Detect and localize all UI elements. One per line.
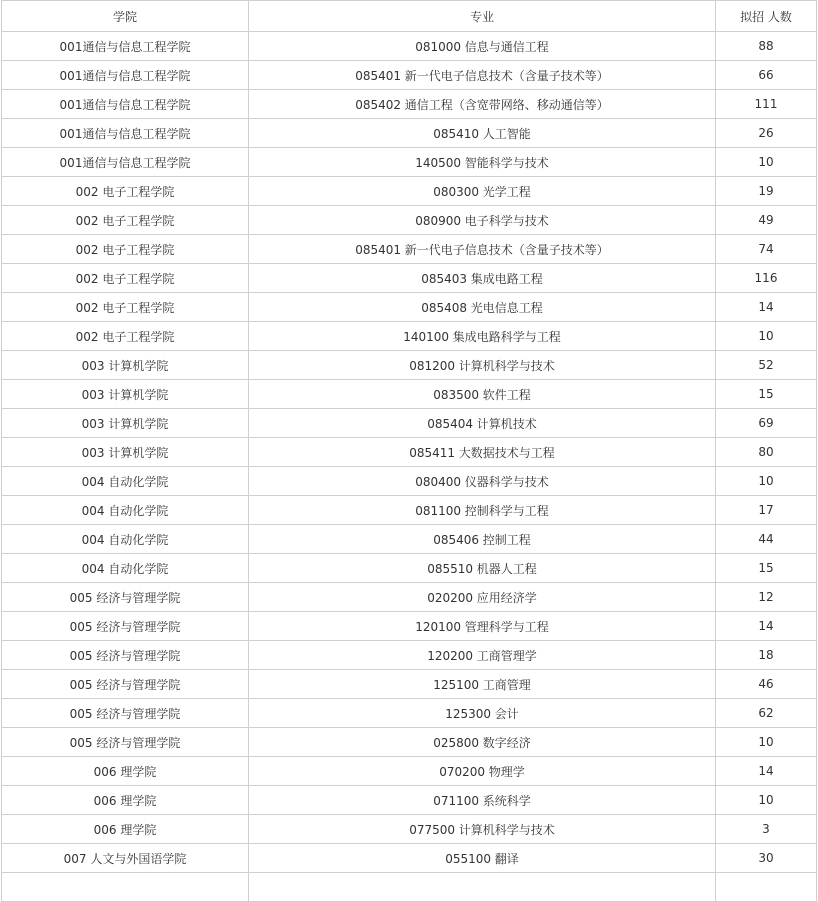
major-cell: 080300 光学工程 (249, 177, 716, 206)
college-cell: 007 人文与外国语学院 (2, 844, 249, 873)
major-cell: 085401 新一代电子信息技术（含量子技术等） (249, 235, 716, 264)
planned-enrollment-cell: 10 (716, 728, 817, 757)
college-cell: 005 经济与管理学院 (2, 612, 249, 641)
college-cell: 003 计算机学院 (2, 438, 249, 467)
table-row (2, 641, 817, 670)
table-row (2, 32, 817, 61)
major-cell: 085402 通信工程（含宽带网络、移动通信等） (249, 90, 716, 119)
major-cell: 085401 新一代电子信息技术（含量子技术等） (249, 61, 716, 90)
table-row (2, 844, 817, 873)
major-cell: 020200 应用经济学 (249, 583, 716, 612)
major-cell: 025800 数字经济 (249, 728, 716, 757)
major-cell: 077500 计算机科学与技术 (249, 815, 716, 844)
table-row (2, 815, 817, 844)
college-cell: 004 自动化学院 (2, 467, 249, 496)
planned-enrollment-cell: 62 (716, 699, 817, 728)
planned-enrollment-cell: 10 (716, 786, 817, 815)
planned-enrollment-cell: 26 (716, 119, 817, 148)
major-cell: 085411 大数据技术与工程 (249, 438, 716, 467)
major-cell: 081100 控制科学与工程 (249, 496, 716, 525)
college-cell: 004 自动化学院 (2, 554, 249, 583)
table-row (2, 409, 817, 438)
college-cell: 001通信与信息工程学院 (2, 148, 249, 177)
planned-enrollment-cell: 52 (716, 351, 817, 380)
planned-enrollment-cell: 3 (716, 815, 817, 844)
table-header-row (2, 1, 817, 32)
college-cell: 002 电子工程学院 (2, 322, 249, 351)
header-planned-enrollment: 拟招 人数 (716, 1, 817, 32)
planned-enrollment-cell: 17 (716, 496, 817, 525)
planned-enrollment-cell: 74 (716, 235, 817, 264)
major-cell: 071100 系统科学 (249, 786, 716, 815)
table-row (2, 438, 817, 467)
college-cell: 002 电子工程学院 (2, 235, 249, 264)
college-cell: 003 计算机学院 (2, 380, 249, 409)
college-cell: 002 电子工程学院 (2, 177, 249, 206)
college-cell: 005 经济与管理学院 (2, 583, 249, 612)
major-cell: 120200 工商管理学 (249, 641, 716, 670)
college-cell: 004 自动化学院 (2, 525, 249, 554)
major-cell: 125100 工商管理 (249, 670, 716, 699)
planned-enrollment-cell: 66 (716, 61, 817, 90)
table-row (2, 90, 817, 119)
table-row (2, 177, 817, 206)
enrollment-table (1, 0, 817, 902)
college-cell: 005 经济与管理学院 (2, 641, 249, 670)
planned-enrollment-cell: 19 (716, 177, 817, 206)
college-cell: 006 理学院 (2, 757, 249, 786)
table-row (2, 351, 817, 380)
table-body (2, 32, 817, 902)
planned-enrollment-cell: 10 (716, 322, 817, 351)
table-row (2, 554, 817, 583)
planned-enrollment-cell: 69 (716, 409, 817, 438)
college-cell: 002 电子工程学院 (2, 206, 249, 235)
major-cell: 085403 集成电路工程 (249, 264, 716, 293)
header-major: 专业 (249, 1, 716, 32)
planned-enrollment-cell: 18 (716, 641, 817, 670)
planned-enrollment-cell: 15 (716, 380, 817, 409)
planned-enrollment-cell: 14 (716, 293, 817, 322)
table-row (2, 322, 817, 351)
planned-enrollment-cell: 10 (716, 467, 817, 496)
table-row (2, 148, 817, 177)
table-row (2, 612, 817, 641)
college-cell: 004 自动化学院 (2, 496, 249, 525)
major-cell: 085408 光电信息工程 (249, 293, 716, 322)
table-row (2, 206, 817, 235)
major-cell: 120100 管理科学与工程 (249, 612, 716, 641)
major-cell: 080400 仪器科学与技术 (249, 467, 716, 496)
college-cell: 005 经济与管理学院 (2, 728, 249, 757)
table-row (2, 235, 817, 264)
planned-enrollment-cell: 30 (716, 844, 817, 873)
college-cell: 001通信与信息工程学院 (2, 90, 249, 119)
header-college: 学院 (2, 1, 249, 32)
major-cell (249, 873, 716, 902)
planned-enrollment-cell: 111 (716, 90, 817, 119)
table-row (2, 699, 817, 728)
planned-enrollment-cell: 44 (716, 525, 817, 554)
planned-enrollment-cell: 46 (716, 670, 817, 699)
college-cell: 002 电子工程学院 (2, 293, 249, 322)
table-row (2, 670, 817, 699)
planned-enrollment-cell: 12 (716, 583, 817, 612)
major-cell: 140100 集成电路科学与工程 (249, 322, 716, 351)
college-cell: 001通信与信息工程学院 (2, 61, 249, 90)
planned-enrollment-cell: 14 (716, 612, 817, 641)
planned-enrollment-cell: 88 (716, 32, 817, 61)
college-cell: 001通信与信息工程学院 (2, 32, 249, 61)
major-cell: 140500 智能科学与技术 (249, 148, 716, 177)
planned-enrollment-cell: 10 (716, 148, 817, 177)
table-row (2, 119, 817, 148)
college-cell: 003 计算机学院 (2, 409, 249, 438)
major-cell: 085406 控制工程 (249, 525, 716, 554)
college-cell: 002 电子工程学院 (2, 264, 249, 293)
table-row (2, 380, 817, 409)
college-cell: 005 经济与管理学院 (2, 699, 249, 728)
table-row (2, 583, 817, 612)
table-row (2, 61, 817, 90)
table-row (2, 873, 817, 902)
college-cell: 003 计算机学院 (2, 351, 249, 380)
table-row (2, 757, 817, 786)
planned-enrollment-cell: 116 (716, 264, 817, 293)
college-cell: 006 理学院 (2, 815, 249, 844)
planned-enrollment-cell: 80 (716, 438, 817, 467)
planned-enrollment-cell (716, 873, 817, 902)
major-cell: 125300 会计 (249, 699, 716, 728)
table-row (2, 293, 817, 322)
major-cell: 083500 软件工程 (249, 380, 716, 409)
table-row (2, 525, 817, 554)
major-cell: 081000 信息与通信工程 (249, 32, 716, 61)
planned-enrollment-cell: 15 (716, 554, 817, 583)
planned-enrollment-cell: 49 (716, 206, 817, 235)
major-cell: 055100 翻译 (249, 844, 716, 873)
table-row (2, 728, 817, 757)
table-row (2, 786, 817, 815)
table-row (2, 496, 817, 525)
college-cell: 001通信与信息工程学院 (2, 119, 249, 148)
college-cell (2, 873, 249, 902)
major-cell: 080900 电子科学与技术 (249, 206, 716, 235)
college-cell: 006 理学院 (2, 786, 249, 815)
table-row (2, 264, 817, 293)
planned-enrollment-cell: 14 (716, 757, 817, 786)
major-cell: 081200 计算机科学与技术 (249, 351, 716, 380)
major-cell: 070200 物理学 (249, 757, 716, 786)
major-cell: 085410 人工智能 (249, 119, 716, 148)
college-cell: 005 经济与管理学院 (2, 670, 249, 699)
major-cell: 085510 机器人工程 (249, 554, 716, 583)
table-row (2, 467, 817, 496)
major-cell: 085404 计算机技术 (249, 409, 716, 438)
